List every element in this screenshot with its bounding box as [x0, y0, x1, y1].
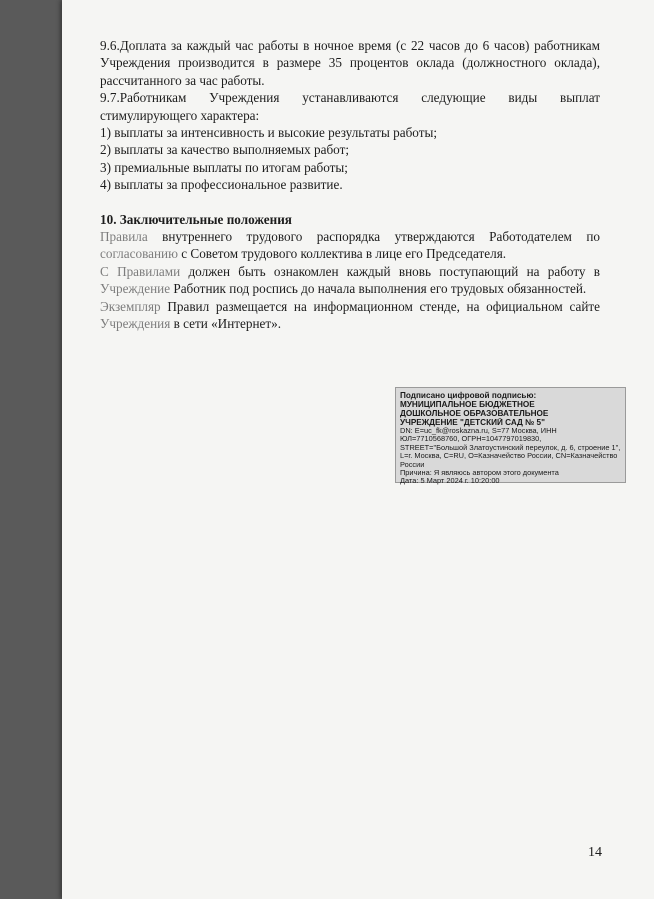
document-page [62, 0, 654, 899]
list-item: 4) выплаты за профессиональное развитие. [100, 177, 343, 193]
signature-date: Дата: 5 Март 2024 г. 10:20:00 [400, 477, 500, 486]
signature-org-line: ДОШКОЛЬНОЕ ОБРАЗОВАТЕЛЬНОЕ [400, 409, 549, 418]
faded-text: С Правилами [100, 263, 181, 279]
page-number: 14 [588, 845, 602, 860]
list-item: 1) выплаты за интенсивность и высокие результаты работы; [100, 125, 438, 141]
signature-org-line: МУНИЦИПАЛЬНОЕ БЮДЖЕТНОЕ [400, 400, 535, 409]
paragraph-text: Правил размещается на информационном стенде, на официальном сайте [160, 298, 600, 314]
signature-reason: Причина: Я являюсь автором этого документа [400, 469, 559, 478]
spacer [100, 194, 600, 211]
signature-dn-line: России [400, 460, 425, 469]
faded-text: Учреждение [100, 281, 171, 297]
signature-org-line: УЧРЕЖДЕНИЕ "ДЕТСКИЙ САД № 5" [400, 418, 545, 427]
signature-dn-line: STREET="Большой Златоустинский переулок, д. 6, строение 1", [400, 443, 621, 452]
paragraph-9-6: 9.6.Доплата за каждый час работы в ночное время (с 22 часов до 6 часов) работникам Учреждения производится в размере 35 процентов оклада (должностного оклада), рассчитанного за час работы. [100, 38, 600, 88]
list-item: 2) выплаты за качество выполняемых работ; [100, 142, 350, 158]
paragraph-text: внутреннего трудового распорядка утверждаются Работодателем по [147, 229, 600, 245]
faded-text: Экземпляр [100, 298, 161, 314]
paragraph-text: Работник под роспись до начала выполнения его трудовых обязанностей. [170, 281, 587, 297]
faded-text: Учреждения [100, 316, 171, 332]
list-item: 3) премиальные выплаты по итогам работы; [100, 159, 348, 175]
signature-dn-line: DN: E=uc_fk@roskazna.ru, S=77 Москва, ИНН [400, 427, 557, 435]
section-10-paragraph-2 [100, 263, 600, 298]
faded-text: согласованию [100, 246, 178, 262]
section-10-paragraph-1 [100, 228, 600, 263]
paragraph-9-7: 9.7.Работникам Учреждения устанавливаются следующие виды выплат стимулирующего характера: [100, 90, 600, 123]
document-body [100, 37, 600, 333]
signature-dn-line: L=г. Москва, C=RU, O=Казначейство России, CN=Казначейство [400, 452, 618, 461]
paragraph-text: в сети «Интернет». [170, 316, 282, 332]
paragraph-text: с Советом трудового коллектива в лице его Председателя. [177, 246, 507, 262]
section-10-paragraph-3 [100, 298, 600, 333]
section-10-heading: 10. Заключительные положения [100, 211, 292, 227]
signature-dn-line: ЮЛ=7710568760, ОГРН=1047797019830, [400, 435, 542, 444]
faded-text: Правила [100, 229, 148, 245]
signature-title: Подписано цифровой подписью: [400, 391, 537, 400]
paragraph-text: должен быть ознакомлен каждый вновь поступающий на работу в [180, 263, 601, 279]
digital-signature-stamp [395, 387, 626, 486]
